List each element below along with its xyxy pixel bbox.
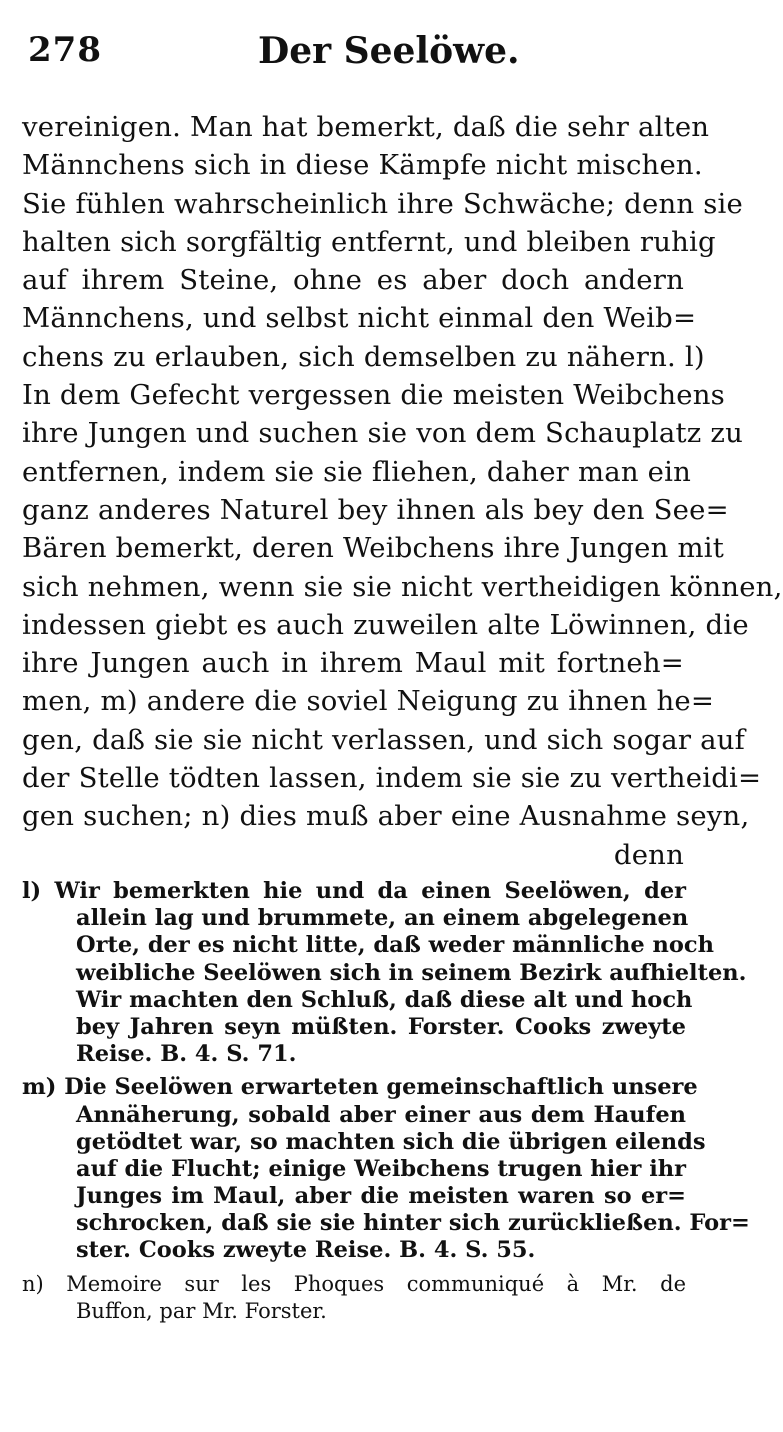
text-line: Männchens sich in diese Kämpfe nicht mischen. [22, 149, 703, 182]
footnote-m [22, 1074, 750, 1264]
text-line: ihre Jungen auch in ihrem Maul mit fortneh= [22, 647, 684, 680]
footnote-line: Buffon, par Mr. Forster. [76, 1298, 327, 1323]
text-line: vereinigen. Man hat bemerkt, daß die sehr alten [22, 111, 710, 143]
text-line: indessen giebt es auch zuweilen alte Löwinnen, die [22, 608, 749, 641]
footnote-line: m) Die Seelöwen erwarteten gemeinschaftlich unsere [22, 1074, 698, 1101]
footnote-line: bey Jahren seyn müßten. Forster. Cooks zweyte [76, 1013, 686, 1040]
footnote-line: allein lag und brummete, an einem abgelegenen [76, 905, 689, 932]
catchword: denn [613, 838, 684, 871]
text-line: Sie fühlen wahrscheinlich ihre Schwäche; denn sie [22, 187, 743, 220]
text-line: entfernen, indem sie sie fliehen, daher man ein [22, 455, 692, 488]
text-line: ihre Jungen und suchen sie von dem Schauplatz zu [22, 417, 743, 450]
text-line: halten sich sorgfältig entfernt, und bleiben ruhig [22, 225, 716, 258]
footnote-line: Wir machten den Schluß, daß diese alt und hoch [76, 986, 693, 1013]
footnote-line: Reise. B. 4. S. 71. [76, 1041, 297, 1068]
page-number: 278 [28, 30, 102, 70]
text-line: Männchens, und selbst nicht einmal den Weib= [22, 302, 697, 335]
page-header [28, 30, 668, 80]
footnote-line: l) Wir bemerkten hie und da einen Seelöwen, der [22, 878, 686, 904]
text-line: chens zu erlauben, sich demselben zu nähern. l) [22, 340, 705, 373]
text-line: men, m) andere die soviel Neigung zu ihnen he= [22, 685, 715, 718]
text-line: der Stelle tödten lassen, indem sie sie zu vertheidi= [22, 762, 762, 795]
footnote-line: Junges im Maul, aber die meisten waren so er= [76, 1183, 686, 1210]
footnote-line: schrocken, daß sie sie hinter sich zurückließen. For= [76, 1210, 750, 1237]
text-line: In dem Gefecht vergessen die meisten Weibchens [22, 379, 725, 412]
text-line: ganz anderes Naturel bey ihnen als bey den See= [22, 493, 729, 526]
footnote-line: weibliche Seelöwen sich in seinem Bezirk aufhielten. [76, 959, 747, 986]
footnote-line: ster. Cooks zweyte Reise. B. 4. S. 55. [76, 1237, 536, 1264]
text-line: gen suchen; n) dies muß aber eine Ausnahme seyn, [22, 800, 750, 833]
footnote-n [22, 1271, 686, 1325]
text-line: gen, daß sie sie nicht verlassen, und sich sogar auf [22, 723, 746, 756]
footnote-line: getödtet war, so machten sich die übrigen eilends [76, 1128, 706, 1155]
footnote-line: Annäherung, sobald aber einer aus dem Haufen [76, 1101, 686, 1128]
text-line: Bären bemerkt, deren Weibchens ihre Jungen mit [22, 532, 725, 565]
text-line: sich nehmen, wenn sie sie nicht vertheidigen können, [22, 570, 783, 603]
footnotes [22, 878, 750, 1325]
footnote-l [22, 878, 747, 1068]
footnote-line: n) Memoire sur les Phoques communiqué à Mr. de [22, 1271, 686, 1296]
footnote-line: auf die Flucht; einige Weibchens trugen hier ihr [76, 1155, 686, 1182]
main-text [22, 108, 783, 874]
running-title: Der Seelöwe. [258, 30, 520, 72]
footnote-line: Orte, der es nicht litte, daß weder männliche noch [76, 932, 714, 959]
text-line: auf ihrem Steine, ohne es aber doch andern [22, 264, 684, 297]
